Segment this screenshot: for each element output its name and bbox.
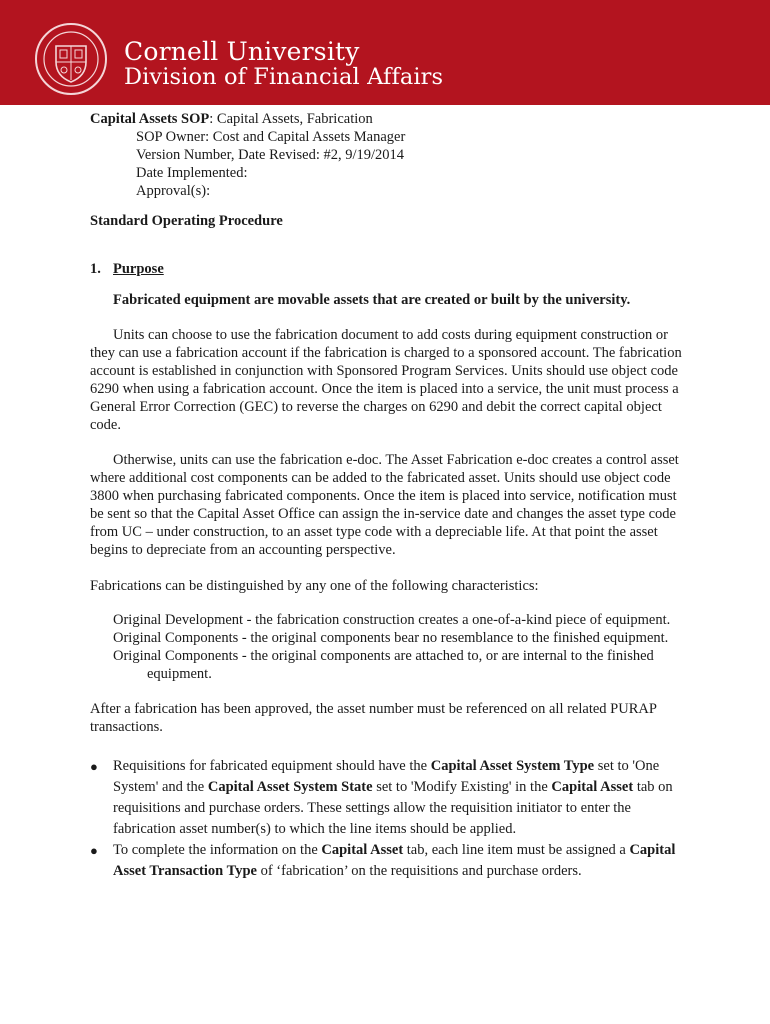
bold-term: Capital Asset [321, 842, 404, 858]
section-title: Purpose [113, 261, 164, 277]
cornell-seal-icon [34, 22, 108, 96]
purpose-lead: Fabricated equipment are movable assets that are created or built by the university. [113, 292, 631, 308]
sop-owner: SOP Owner: Cost and Capital Assets Manager [136, 129, 406, 145]
characteristic-item: Original Development - the fabrication construction creates a one-of-a-kind piece of equipment. [113, 612, 671, 628]
characteristic-item: Original Components - the original components are attached to, or are internal to the finished equipment. [113, 648, 654, 682]
paragraph-fabrication-edoc: Otherwise, units can use the fabrication e-doc. The Asset Fabrication e-doc creates a control asset where additional cost components can be added to the fabricated asset. Units should use object code 3800 when purchasing fabricated components. Once the item is placed into service, notification must be sent so that the Capital Asset Office can assign the in-service date and changes the asset type code from UC – under construction, to an asset type code with a depreciable life. At that point the asset begins to depreciate from an accounting perspective. [90, 452, 679, 558]
text: To complete the information on the [113, 842, 322, 858]
bullet-icon: ● [90, 759, 98, 774]
sop-date-implemented: Date Implemented: [136, 165, 248, 181]
sop-title-line [90, 110, 690, 128]
bold-term: Capital Asset System Type [430, 758, 595, 774]
text: Requisitions for fabricated equipment should have the [113, 758, 431, 774]
paragraph-fabrication-account: Units can choose to use the fabrication document to add costs during equipment construction or they can use a fabrication account if the fabrication is charged to a sponsored account. The fabrication account is established in conjunction with Sponsored Program Services. Units should use object code 6290 when using a fabrication account. Once the item is placed into a service, the unit must process a General Error Correction (GEC) to reverse the charges on 6290 and debit the correct capital object code. [90, 327, 682, 433]
text: tab on requisitions and purchase orders. These settings allow the requisition initiator to enter the fabrication asset number(s) to which the line items should be applied. [113, 779, 673, 837]
header-banner [0, 0, 770, 105]
bullet-list [90, 756, 690, 882]
sop-title-value: : Capital Assets, Fabrication [209, 111, 373, 127]
sop-approvals: Approval(s): [136, 183, 211, 199]
bullet-item-capital-asset-tab [90, 840, 690, 882]
characteristic-item: Original Components - the original components bear no resemblance to the finished equipment. [113, 630, 669, 646]
university-name: Cornell University [124, 37, 360, 66]
bullet-item-requisitions [90, 756, 690, 840]
brand-wordmark [124, 38, 443, 90]
sop-title-label: Capital Assets SOP [90, 111, 210, 127]
text: of ‘fabrication’ on the requisitions and purchase orders. [256, 863, 582, 879]
text: tab, each line item must be assigned a [403, 842, 630, 858]
bold-term: Capital Asset [551, 779, 634, 795]
characteristics-list [90, 611, 690, 683]
text: set to 'One System' and the [113, 758, 660, 795]
division-name: Division of Financial Affairs [124, 64, 444, 90]
characteristics-intro: Fabrications can be distinguished by any one of the following characteristics: [90, 578, 539, 594]
bullet-icon: ● [90, 843, 98, 858]
sop-header [90, 110, 690, 200]
approval-note: After a fabrication has been approved, the asset number must be referenced on all related PURAP transactions. [90, 701, 657, 735]
document-title: Standard Operating Procedure [90, 213, 283, 229]
sop-version: Version Number, Date Revised: #2, 9/19/2014 [136, 147, 405, 163]
bold-term: Capital Asset System State [207, 779, 373, 795]
section-heading [90, 260, 690, 278]
text: set to 'Modify Existing' in the [372, 779, 552, 795]
document-body [90, 110, 690, 882]
bold-term: Capital Asset Transaction Type [113, 842, 676, 879]
section-number: 1. [90, 261, 101, 277]
